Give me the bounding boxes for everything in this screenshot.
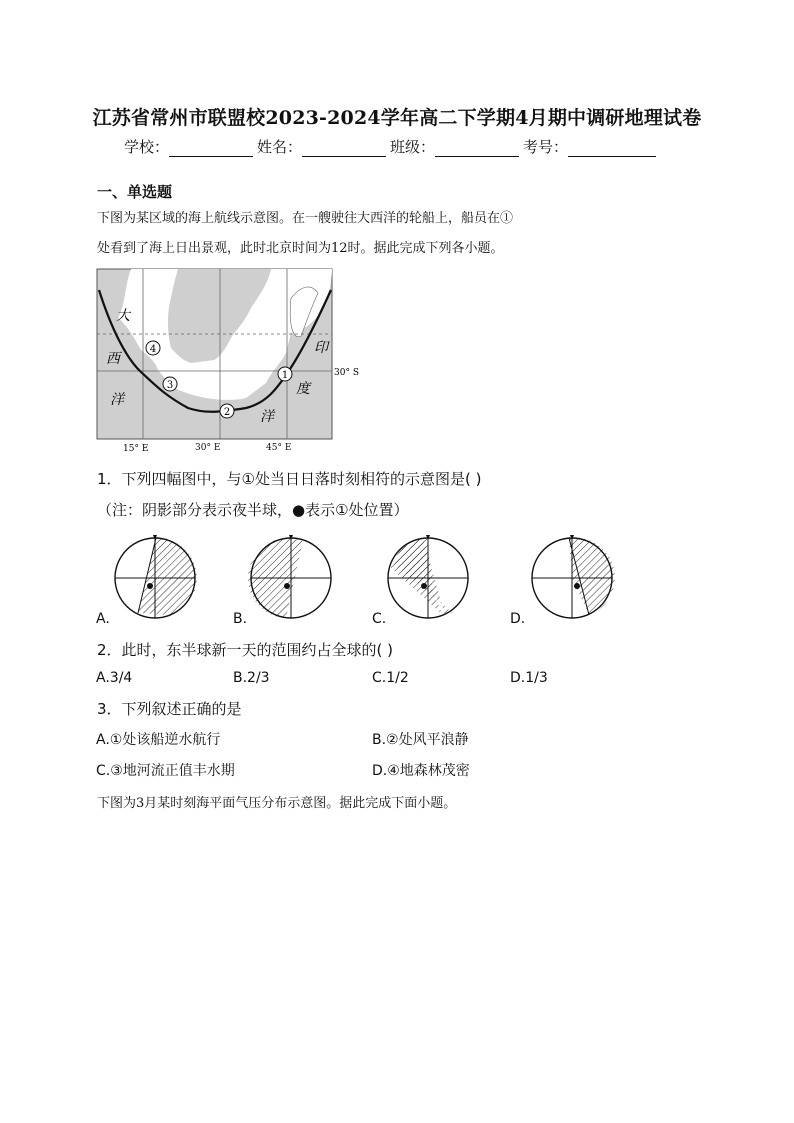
label-da: 大 <box>116 308 130 324</box>
intro-line-1: 下图为某区域的海上航线示意图。在一艘驶往大西洋的轮船上，船员在① <box>97 211 514 226</box>
label-yang2: 洋 <box>260 409 274 425</box>
globe-option-a[interactable] <box>110 533 200 623</box>
name-blank[interactable] <box>302 142 386 157</box>
label-lon-15e: 15° E <box>123 444 149 454</box>
globe-option-d[interactable] <box>527 533 617 623</box>
q3-stem: 3．下列叙述正确的是 <box>97 700 242 718</box>
q1-stem: 1．下列四幅图中，与①处当日日落时刻相符的示意图是( ) <box>97 470 482 488</box>
q1-option-a[interactable]: A. <box>96 611 110 627</box>
svg-text:2: 2 <box>223 407 231 418</box>
intro-line-2: 处看到了海上日出景观，此时北京时间为12时。据此完成下列各小题。 <box>97 241 504 256</box>
q3-option-d[interactable]: D.④地森林茂密 <box>372 763 470 779</box>
q2-option-a[interactable]: A.3/4 <box>96 670 133 686</box>
q3-option-c[interactable]: C.③地河流正值丰水期 <box>96 763 235 779</box>
school-blank[interactable] <box>169 142 253 157</box>
school-label: 学校： <box>124 138 170 156</box>
number-label: 考号： <box>523 138 569 156</box>
point-4 <box>146 341 160 355</box>
label-lon-30e: 30° E <box>195 443 221 453</box>
point-2 <box>220 404 234 418</box>
q3-option-a[interactable]: A.①处该船逆水航行 <box>96 732 221 748</box>
label-yin: 印 <box>314 340 328 356</box>
globe-option-b[interactable] <box>246 533 336 623</box>
class-blank[interactable] <box>435 142 519 157</box>
name-label: 姓名： <box>257 138 303 156</box>
svg-text:4: 4 <box>149 344 157 355</box>
svg-text:1: 1 <box>281 370 289 381</box>
student-info-fields <box>124 136 660 157</box>
globe-option-c[interactable] <box>383 533 473 623</box>
point-1 <box>278 367 292 381</box>
intro-2: 下图为3月某时刻海平面气压分布示意图。据此完成下面小题。 <box>97 796 457 811</box>
point-3 <box>163 377 177 391</box>
label-xi: 西 <box>106 351 120 367</box>
svg-text:3: 3 <box>166 380 174 391</box>
q1-note: （注：阴影部分表示夜半球，●表示①处位置） <box>97 501 409 519</box>
class-label: 班级： <box>390 138 436 156</box>
number-blank[interactable] <box>568 142 656 157</box>
label-lat-30s: 30° S <box>334 368 359 378</box>
q2-option-d[interactable]: D.1/3 <box>510 670 548 686</box>
q3-option-b[interactable]: B.②处风平浪静 <box>372 732 469 748</box>
label-yang1: 洋 <box>110 392 124 408</box>
q2-option-c[interactable]: C.1/2 <box>372 670 409 686</box>
q1-option-b[interactable]: B. <box>233 611 248 627</box>
q1-option-d[interactable]: D. <box>510 611 526 627</box>
page-title: 江苏省常州市联盟校2023-2024学年高二下学期4月期中调研地理试卷 <box>92 107 702 129</box>
label-du: 度 <box>296 381 310 397</box>
q2-stem: 2．此时，东半球新一天的范围约占全球的( ) <box>97 641 394 659</box>
label-lon-45e: 45° E <box>266 443 292 453</box>
q1-option-c[interactable]: C. <box>372 611 387 627</box>
section-heading: 一、单选题 <box>97 183 173 201</box>
q2-option-b[interactable]: B.2/3 <box>233 670 270 686</box>
